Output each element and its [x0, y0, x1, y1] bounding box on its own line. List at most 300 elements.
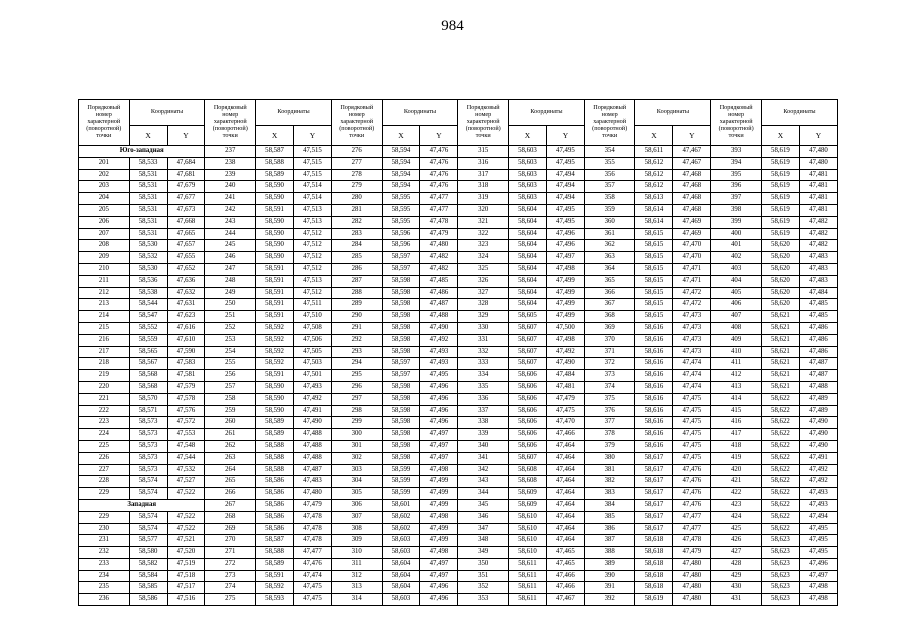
y-cell: 47,521 [167, 535, 205, 547]
y-cell: 47,469 [673, 216, 711, 228]
point-number-cell: 272 [205, 558, 256, 570]
point-number-cell: 332 [458, 346, 509, 358]
point-number-cell: 414 [711, 393, 762, 405]
table-row [79, 370, 838, 382]
y-cell: 47,464 [546, 511, 584, 523]
x-cell: 58,607 [509, 322, 547, 334]
point-number-cell: 417 [711, 429, 762, 441]
x-cell: 58,619 [761, 169, 799, 181]
x-cell: 58,574 [129, 511, 167, 523]
y-cell: 47,498 [420, 464, 458, 476]
y-cell: 47,499 [546, 311, 584, 323]
point-number-cell: 429 [711, 570, 762, 582]
y-cell: 47,476 [673, 464, 711, 476]
x-cell: 58,591 [256, 370, 294, 382]
x-cell: 58,611 [509, 558, 547, 570]
x-cell: 58,588 [256, 452, 294, 464]
point-number-cell: 394 [711, 157, 762, 169]
table-row [79, 263, 838, 275]
y-cell: 47,496 [420, 582, 458, 594]
x-cell: 58,595 [382, 204, 420, 216]
x-cell: 58,615 [635, 240, 673, 252]
point-number-cell: 373 [584, 370, 635, 382]
point-number-cell: 240 [205, 181, 256, 193]
x-cell: 58,568 [129, 381, 167, 393]
y-cell: 47,469 [673, 228, 711, 240]
x-cell: 58,570 [129, 393, 167, 405]
x-cell: 58,536 [129, 275, 167, 287]
y-cell: 47,495 [799, 523, 837, 535]
point-number-cell: 248 [205, 275, 256, 287]
x-cell: 58,619 [761, 216, 799, 228]
x-cell: 58,620 [761, 252, 799, 264]
x-cell: 58,622 [761, 488, 799, 500]
x-cell: 58,607 [509, 358, 547, 370]
y-cell: 47,494 [546, 181, 584, 193]
y-cell: 47,583 [167, 358, 205, 370]
x-cell: 58,615 [635, 228, 673, 240]
point-number-cell: 243 [205, 216, 256, 228]
point-number-cell: 403 [711, 263, 762, 275]
point-number-cell: 203 [79, 181, 130, 193]
x-cell: 58,608 [509, 464, 547, 476]
x-cell: 58,597 [382, 252, 420, 264]
point-number-cell: 316 [458, 157, 509, 169]
y-cell: 47,464 [546, 523, 584, 535]
x-cell: 58,531 [129, 204, 167, 216]
y-cell: 47,476 [420, 146, 458, 158]
y-cell: 47,481 [799, 181, 837, 193]
y-cell: 47,490 [546, 358, 584, 370]
y-cell: 47,464 [546, 452, 584, 464]
x-cell: 58,594 [382, 169, 420, 181]
x-cell: 58,532 [129, 252, 167, 264]
x-cell: 58,590 [256, 252, 294, 264]
y-cell: 47,496 [546, 228, 584, 240]
x-cell: 58,606 [509, 381, 547, 393]
x-cell: 58,590 [256, 181, 294, 193]
point-number-cell: 384 [584, 499, 635, 511]
point-number-cell: 328 [458, 299, 509, 311]
x-cell: 58,623 [761, 547, 799, 559]
point-number-cell: 329 [458, 311, 509, 323]
point-number-cell: 314 [331, 594, 382, 606]
point-number-cell: 308 [331, 523, 382, 535]
point-number-cell: 262 [205, 440, 256, 452]
x-cell: 58,590 [256, 228, 294, 240]
point-number-cell: 404 [711, 275, 762, 287]
header-coordinates: Координаты [256, 100, 332, 126]
point-number-cell: 303 [331, 464, 382, 476]
x-cell: 58,610 [509, 511, 547, 523]
point-number-cell: 369 [584, 322, 635, 334]
point-number-cell: 411 [711, 358, 762, 370]
y-cell: 47,490 [799, 429, 837, 441]
table-row [79, 417, 838, 429]
point-number-cell: 388 [584, 547, 635, 559]
point-number-cell: 229 [79, 488, 130, 500]
point-number-cell: 257 [205, 381, 256, 393]
y-cell: 47,474 [673, 370, 711, 382]
x-cell: 58,617 [635, 452, 673, 464]
y-cell: 47,483 [799, 252, 837, 264]
header-x: X [382, 125, 420, 145]
y-cell: 47,477 [294, 547, 332, 559]
x-cell: 58,622 [761, 440, 799, 452]
y-cell: 47,464 [546, 440, 584, 452]
header-y: Y [420, 125, 458, 145]
x-cell: 58,530 [129, 240, 167, 252]
x-cell: 58,611 [509, 570, 547, 582]
x-cell: 58,552 [129, 322, 167, 334]
y-cell: 47,481 [799, 193, 837, 205]
y-cell: 47,500 [546, 322, 584, 334]
x-cell: 58,589 [256, 429, 294, 441]
x-cell: 58,621 [761, 311, 799, 323]
x-cell: 58,597 [382, 263, 420, 275]
x-cell: 58,616 [635, 405, 673, 417]
point-number-cell: 254 [205, 346, 256, 358]
point-number-cell: 273 [205, 570, 256, 582]
y-cell: 47,478 [294, 511, 332, 523]
x-cell: 58,609 [509, 499, 547, 511]
x-cell: 58,615 [635, 299, 673, 311]
point-number-cell: 225 [79, 440, 130, 452]
x-cell: 58,571 [129, 405, 167, 417]
point-number-cell: 241 [205, 193, 256, 205]
point-number-cell: 408 [711, 322, 762, 334]
x-cell: 58,621 [761, 322, 799, 334]
y-cell: 47,464 [546, 499, 584, 511]
header-y: Y [546, 125, 584, 145]
point-number-cell: 365 [584, 275, 635, 287]
x-cell: 58,619 [761, 193, 799, 205]
x-cell: 58,604 [509, 275, 547, 287]
point-number-cell: 232 [79, 547, 130, 559]
x-cell: 58,586 [129, 594, 167, 606]
point-number-cell: 271 [205, 547, 256, 559]
y-cell: 47,476 [673, 476, 711, 488]
y-cell: 47,522 [167, 511, 205, 523]
header-x: X [635, 125, 673, 145]
x-cell: 58,619 [761, 157, 799, 169]
x-cell: 58,622 [761, 452, 799, 464]
y-cell: 47,492 [546, 346, 584, 358]
x-cell: 58,598 [382, 275, 420, 287]
point-number-cell: 302 [331, 452, 382, 464]
y-cell: 47,513 [294, 275, 332, 287]
y-cell: 47,485 [799, 299, 837, 311]
y-cell: 47,491 [294, 405, 332, 417]
point-number-cell: 336 [458, 393, 509, 405]
table-row [79, 346, 838, 358]
x-cell: 58,595 [382, 216, 420, 228]
point-number-cell: 338 [458, 417, 509, 429]
point-number-cell: 298 [331, 405, 382, 417]
x-cell: 58,622 [761, 405, 799, 417]
point-number-cell: 407 [711, 311, 762, 323]
point-number-cell: 393 [711, 146, 762, 158]
y-cell: 47,477 [673, 511, 711, 523]
y-cell: 47,487 [420, 299, 458, 311]
y-cell: 47,466 [546, 429, 584, 441]
y-cell: 47,495 [546, 157, 584, 169]
y-cell: 47,480 [294, 488, 332, 500]
x-cell: 58,612 [635, 157, 673, 169]
y-cell: 47,668 [167, 216, 205, 228]
x-cell: 58,589 [256, 417, 294, 429]
y-cell: 47,482 [799, 228, 837, 240]
x-cell: 58,586 [256, 488, 294, 500]
x-cell: 58,573 [129, 464, 167, 476]
x-cell: 58,591 [256, 275, 294, 287]
x-cell: 58,619 [635, 594, 673, 606]
y-cell: 47,479 [294, 499, 332, 511]
point-number-cell: 235 [79, 582, 130, 594]
x-cell: 58,586 [256, 511, 294, 523]
y-cell: 47,470 [673, 252, 711, 264]
point-number-cell: 214 [79, 311, 130, 323]
point-number-cell: 227 [79, 464, 130, 476]
x-cell: 58,603 [382, 535, 420, 547]
point-number-cell: 226 [79, 452, 130, 464]
point-number-cell: 289 [331, 299, 382, 311]
x-cell: 58,597 [382, 358, 420, 370]
y-cell: 47,474 [673, 381, 711, 393]
y-cell: 47,496 [420, 381, 458, 393]
x-cell: 58,530 [129, 263, 167, 275]
point-number-cell: 360 [584, 216, 635, 228]
y-cell: 47,483 [294, 476, 332, 488]
y-cell: 47,499 [546, 275, 584, 287]
x-cell: 58,622 [761, 499, 799, 511]
point-number-cell: 359 [584, 204, 635, 216]
point-number-cell: 399 [711, 216, 762, 228]
table-row [79, 452, 838, 464]
point-number-cell: 215 [79, 322, 130, 334]
y-cell: 47,474 [673, 358, 711, 370]
point-number-cell: 375 [584, 393, 635, 405]
x-cell: 58,598 [382, 381, 420, 393]
point-number-cell: 361 [584, 228, 635, 240]
y-cell: 47,498 [546, 334, 584, 346]
point-number-cell: 341 [458, 452, 509, 464]
point-number-cell: 309 [331, 535, 382, 547]
y-cell: 47,475 [294, 594, 332, 606]
point-number-cell: 396 [711, 181, 762, 193]
x-cell: 58,618 [635, 570, 673, 582]
x-cell: 58,574 [129, 476, 167, 488]
y-cell: 47,476 [420, 181, 458, 193]
point-number-cell: 418 [711, 440, 762, 452]
point-number-cell: 320 [458, 204, 509, 216]
x-cell: 58,619 [761, 204, 799, 216]
point-number-cell: 258 [205, 393, 256, 405]
y-cell: 47,476 [673, 499, 711, 511]
point-number-cell: 412 [711, 370, 762, 382]
point-number-cell: 345 [458, 499, 509, 511]
x-cell: 58,598 [382, 287, 420, 299]
point-number-cell: 221 [79, 393, 130, 405]
x-cell: 58,610 [509, 523, 547, 535]
y-cell: 47,477 [673, 523, 711, 535]
y-cell: 47,475 [673, 417, 711, 429]
point-number-cell: 220 [79, 381, 130, 393]
y-cell: 47,476 [420, 157, 458, 169]
point-number-cell: 281 [331, 204, 382, 216]
y-cell: 47,479 [673, 547, 711, 559]
table-row [79, 299, 838, 311]
x-cell: 58,567 [129, 358, 167, 370]
x-cell: 58,606 [509, 440, 547, 452]
y-cell: 47,476 [673, 488, 711, 500]
y-cell: 47,466 [546, 570, 584, 582]
y-cell: 47,652 [167, 263, 205, 275]
y-cell: 47,631 [167, 299, 205, 311]
y-cell: 47,493 [799, 499, 837, 511]
point-number-cell: 244 [205, 228, 256, 240]
table-row [79, 381, 838, 393]
y-cell: 47,489 [799, 393, 837, 405]
y-cell: 47,493 [294, 381, 332, 393]
point-number-cell: 372 [584, 358, 635, 370]
x-cell: 58,621 [761, 334, 799, 346]
x-cell: 58,592 [256, 322, 294, 334]
y-cell: 47,480 [673, 570, 711, 582]
y-cell: 47,513 [294, 216, 332, 228]
point-number-cell: 219 [79, 370, 130, 382]
point-number-cell: 269 [205, 523, 256, 535]
point-number-cell: 285 [331, 252, 382, 264]
x-cell: 58,621 [761, 346, 799, 358]
y-cell: 47,468 [673, 181, 711, 193]
y-cell: 47,497 [799, 570, 837, 582]
x-cell: 58,580 [129, 547, 167, 559]
x-cell: 58,616 [635, 429, 673, 441]
x-cell: 58,620 [761, 287, 799, 299]
point-number-cell: 383 [584, 488, 635, 500]
x-cell: 58,598 [382, 417, 420, 429]
table-row [79, 157, 838, 169]
y-cell: 47,471 [673, 275, 711, 287]
header-coordinates: Координаты [761, 100, 837, 126]
point-number-cell: 287 [331, 275, 382, 287]
y-cell: 47,488 [294, 440, 332, 452]
point-number-cell: 266 [205, 488, 256, 500]
point-number-cell: 251 [205, 311, 256, 323]
table-row [79, 464, 838, 476]
point-number-cell: 307 [331, 511, 382, 523]
y-cell: 47,487 [294, 464, 332, 476]
x-cell: 58,608 [509, 476, 547, 488]
x-cell: 58,619 [761, 228, 799, 240]
y-cell: 47,511 [294, 299, 332, 311]
y-cell: 47,616 [167, 322, 205, 334]
x-cell: 58,603 [509, 181, 547, 193]
header-x: X [509, 125, 547, 145]
point-number-cell: 326 [458, 275, 509, 287]
y-cell: 47,471 [673, 263, 711, 275]
y-cell: 47,496 [420, 594, 458, 606]
table-row [79, 228, 838, 240]
point-number-cell: 349 [458, 547, 509, 559]
y-cell: 47,677 [167, 193, 205, 205]
point-number-cell: 426 [711, 535, 762, 547]
point-number-cell: 238 [205, 157, 256, 169]
x-cell: 58,617 [635, 511, 673, 523]
y-cell: 47,544 [167, 452, 205, 464]
x-cell: 58,531 [129, 193, 167, 205]
y-cell: 47,472 [673, 299, 711, 311]
table-row [79, 287, 838, 299]
x-cell: 58,604 [509, 216, 547, 228]
point-number-cell: 306 [331, 499, 382, 511]
point-number-cell: 290 [331, 311, 382, 323]
point-number-cell: 263 [205, 452, 256, 464]
table-row [79, 511, 838, 523]
point-number-cell: 334 [458, 370, 509, 382]
y-cell: 47,581 [167, 370, 205, 382]
point-number-cell: 342 [458, 464, 509, 476]
point-number-cell: 343 [458, 476, 509, 488]
table-row [79, 582, 838, 594]
x-cell: 58,591 [256, 263, 294, 275]
x-cell: 58,601 [382, 499, 420, 511]
point-number-cell: 324 [458, 252, 509, 264]
header-point-number: Порядковый номер характерной (поворотной) точки [584, 100, 635, 146]
point-number-cell: 211 [79, 275, 130, 287]
point-number-cell: 366 [584, 287, 635, 299]
point-number-cell: 237 [205, 146, 256, 158]
x-cell: 58,622 [761, 476, 799, 488]
point-number-cell: 246 [205, 252, 256, 264]
point-number-cell: 279 [331, 181, 382, 193]
y-cell: 47,497 [546, 252, 584, 264]
header-y: Y [673, 125, 711, 145]
point-number-cell: 430 [711, 582, 762, 594]
coordinates-table [78, 99, 838, 606]
y-cell: 47,681 [167, 169, 205, 181]
x-cell: 58,598 [382, 452, 420, 464]
x-cell: 58,593 [256, 594, 294, 606]
y-cell: 47,473 [673, 311, 711, 323]
point-number-cell: 321 [458, 216, 509, 228]
y-cell: 47,498 [420, 547, 458, 559]
point-number-cell: 310 [331, 547, 382, 559]
x-cell: 58,611 [509, 594, 547, 606]
y-cell: 47,673 [167, 204, 205, 216]
y-cell: 47,488 [799, 381, 837, 393]
point-number-cell: 242 [205, 204, 256, 216]
point-number-cell: 395 [711, 169, 762, 181]
x-cell: 58,607 [509, 452, 547, 464]
page-number: 984 [441, 18, 464, 34]
point-number-cell: 312 [331, 570, 382, 582]
x-cell: 58,606 [509, 417, 547, 429]
point-number-cell: 356 [584, 169, 635, 181]
x-cell: 58,568 [129, 370, 167, 382]
point-number-cell: 392 [584, 594, 635, 606]
y-cell: 47,482 [420, 252, 458, 264]
y-cell: 47,468 [673, 204, 711, 216]
section-label: Западная [79, 499, 205, 511]
x-cell: 58,598 [382, 429, 420, 441]
x-cell: 58,605 [509, 311, 547, 323]
y-cell: 47,479 [420, 228, 458, 240]
x-cell: 58,596 [382, 240, 420, 252]
table-row [79, 146, 838, 158]
header-x: X [761, 125, 799, 145]
